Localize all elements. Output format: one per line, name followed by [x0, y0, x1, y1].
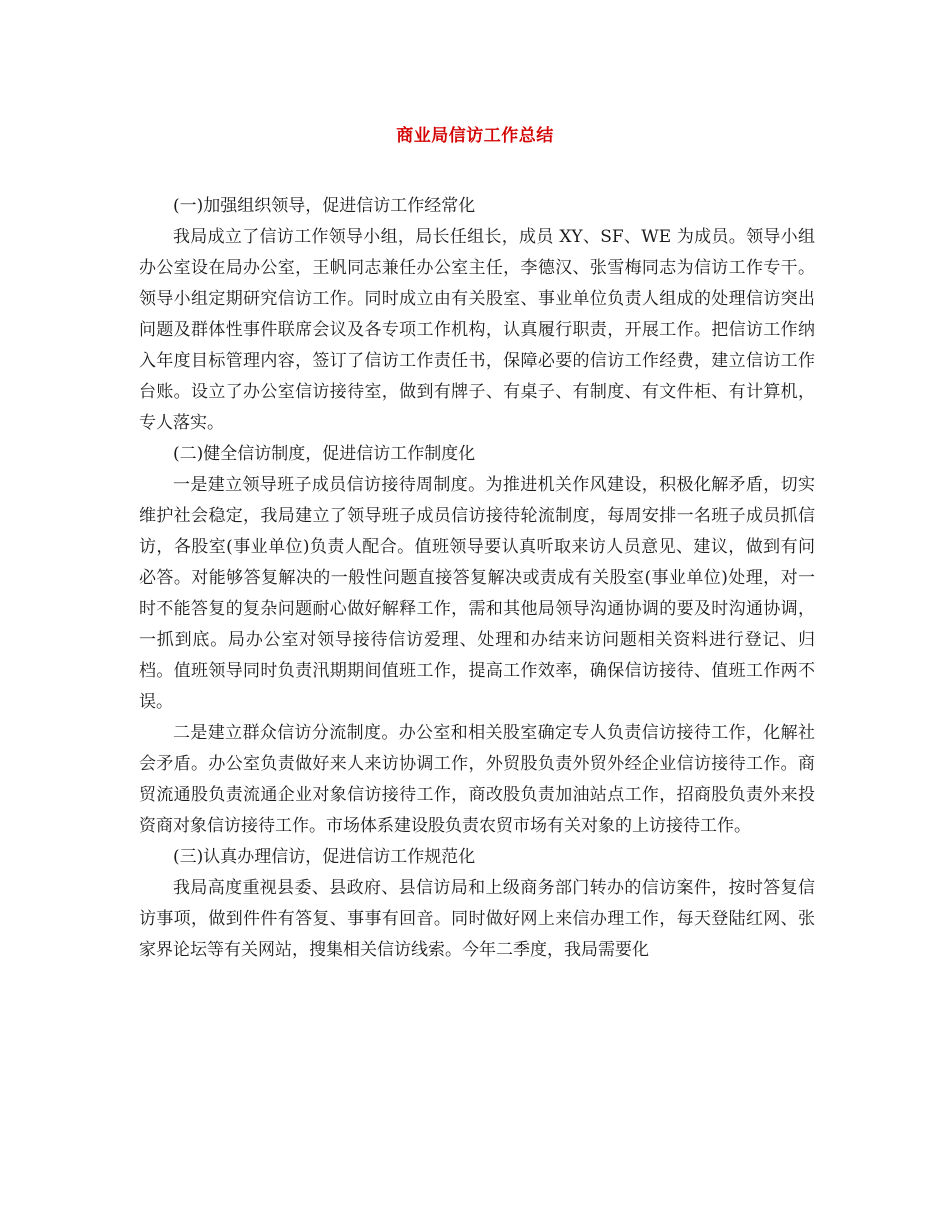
document-title: 商业局信访工作总结 — [396, 126, 554, 146]
section-heading-1: (一)加强组织领导，促进信访工作经常化 — [173, 196, 476, 216]
paragraph-2: 一是建立领导班子成员信访接待周制度。为推进机关作风建设，积极化解矛盾，切实维护社会稳定，我局建立了领导班子成员信访接待轮流制度，每周安排一名班子成员抓信访，各股室(事业单位)负责人配合。值班领导要认真听取来访人员意见、建议，做到有问必答。对能够答复解决的一般性问题直接答复解决或责成有关股室(事业单位)处理，对一时不能答复的复杂问题耐心做好解释工作，需和其他局领导沟通协调的要及时沟通协调，一抓到底。局办公室对领导接待信访爱理、处理和办结来访问题相关资料进行登记、归档。值班领导同时负责汛期期间值班工作，提高工作效率，确保信访接待、值班工作两不误。 — [139, 475, 815, 712]
section-heading-2: (二)健全信访制度，促进信访工作制度化 — [173, 444, 476, 464]
paragraph-3: 二是建立群众信访分流制度。办公室和相关股室确定专人负责信访接待工作，化解社会矛盾。办公室负责做好来人来访协调工作，外贸股负责外贸外经企业信访接待工作。商贸流通股负责流通企业对象信访接待工作，商改股负责加油站点工作，招商股负责外来投资商对象信访接待工作。市场体系建设股负责农贸市场有关对象的上访接待工作。 — [139, 723, 815, 836]
paragraph-1: 我局成立了信访工作领导小组，局长任组长，成员 XY、SF、WE 为成员。领导小组办公室设在局办公室，王帆同志兼任办公室主任，李德汉、张雪梅同志为信访工作专干。领导小组定期研究信访工作。同时成立由有关股室、事业单位负责人组成的处理信访突出问题及群体性事件联席会议及各专项工作机构，认真履行职责，开展工作。把信访工作纳入年度目标管理内容，签订了信访工作责任书，保障必要的信访工作经费，建立信访工作台账。设立了办公室信访接待室，做到有牌子、有桌子、有制度、有文件柜、有计算机，专人落实。 — [139, 227, 815, 433]
document-body — [139, 191, 815, 966]
section-heading-3: (三)认真办理信访，促进信访工作规范化 — [173, 847, 476, 867]
paragraph-4: 我局高度重视县委、县政府、县信访局和上级商务部门转办的信访案件，按时答复信访事项，做到件件有答复、事事有回音。同时做好网上来信办理工作，每天登陆红网、张家界论坛等有关网站，搜集相关信访线索。今年二季度，我局需要化 — [139, 878, 815, 960]
